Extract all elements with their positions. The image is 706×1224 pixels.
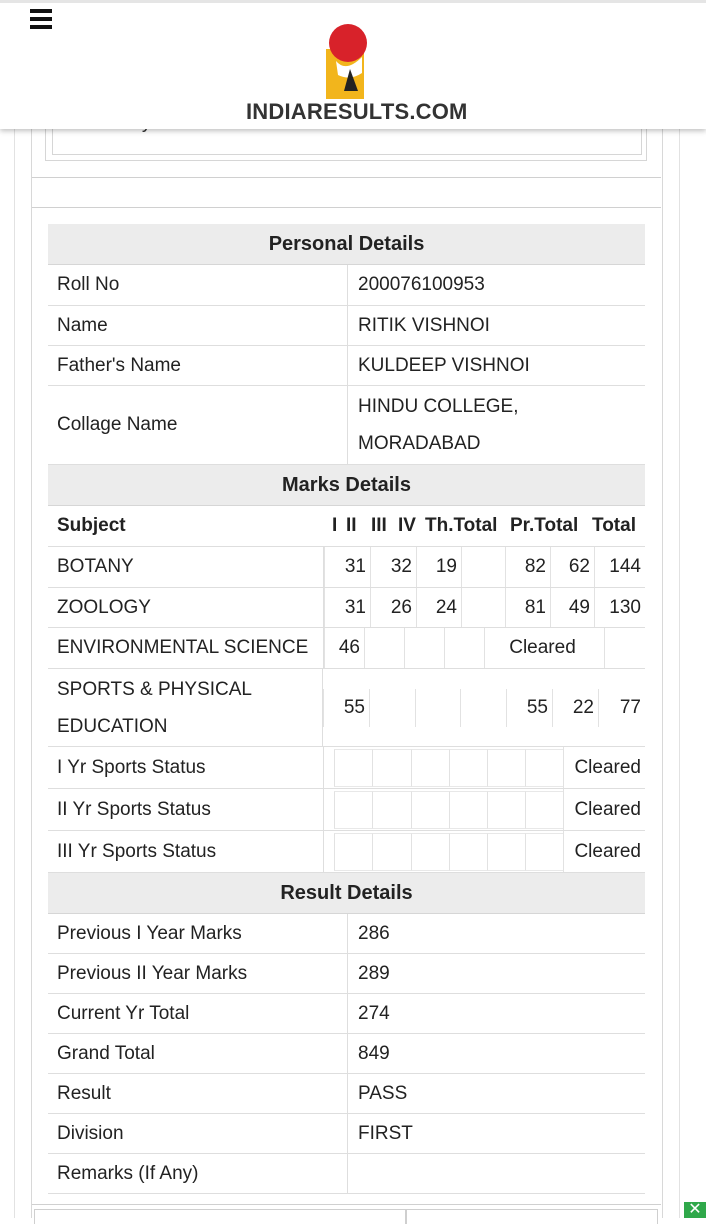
- marks-cell: 31: [324, 547, 370, 587]
- table-row: [48, 994, 645, 1034]
- marks-cell: [415, 689, 460, 727]
- result-label: Previous II Year Marks: [48, 954, 348, 993]
- table-row: [48, 346, 645, 386]
- father-name-label: Father's Name: [48, 346, 348, 385]
- table-row: [48, 914, 645, 954]
- table-row: [48, 831, 645, 873]
- name-label: Name: [48, 306, 348, 345]
- roll-no-label: Roll No: [48, 265, 348, 305]
- subject-line-2: EDUCATION: [57, 715, 168, 737]
- close-ad-icon[interactable]: ✕: [684, 1202, 706, 1218]
- col-subject: Subject: [57, 515, 126, 536]
- marks-cell: 46: [324, 628, 364, 668]
- college-name-line-2: MORADABAD: [358, 433, 481, 454]
- roll-no-value: 200076100953: [358, 274, 485, 295]
- table-row: [48, 1114, 645, 1154]
- marks-cell: [460, 689, 506, 727]
- marks-cell: 55: [506, 689, 552, 727]
- name-value: RITIK VISHNOI: [358, 314, 490, 336]
- table-row: [48, 628, 645, 669]
- col-pr-total: Pr.Total: [510, 515, 579, 536]
- marks-cell: [461, 547, 505, 587]
- subject-zoology: ZOOLOGY: [48, 588, 324, 627]
- sports-status-label: II Yr Sports Status: [48, 789, 324, 830]
- marks-cell: 55: [323, 689, 369, 727]
- sports-status-label: III Yr Sports Status: [48, 831, 324, 872]
- marks-cell: Cleared: [484, 628, 604, 668]
- marks-cell: 31: [324, 588, 370, 627]
- marks-cell: 32: [370, 547, 416, 587]
- result-table: [48, 224, 645, 1194]
- table-row: [48, 1074, 645, 1114]
- site-header: [0, 0, 706, 129]
- marks-cell: 26: [370, 588, 416, 627]
- result-label: Division: [48, 1114, 348, 1153]
- subject-botany: BOTANY: [48, 547, 324, 587]
- subject-sports-physical-education: [48, 669, 323, 746]
- marks-cell: 62: [550, 547, 594, 587]
- father-name-value: KULDEEP VISHNOI: [358, 354, 530, 376]
- result-details-heading: Result Details: [48, 873, 645, 914]
- result-value: PASS: [358, 1082, 408, 1104]
- col-i: I: [332, 515, 338, 536]
- next-section-stub: [32, 1204, 661, 1219]
- result-label: Result: [48, 1074, 348, 1113]
- marks-cell: 19: [416, 547, 461, 587]
- marks-header-row: [48, 506, 645, 547]
- sports-status-label: I Yr Sports Status: [48, 747, 324, 788]
- table-row: [48, 669, 645, 747]
- marks-cell: 24: [416, 588, 461, 627]
- marks-cell: [461, 588, 505, 627]
- sports-status-value: Cleared: [563, 789, 645, 830]
- marks-cell: 144: [594, 547, 645, 587]
- result-value: 289: [358, 962, 390, 984]
- col-iv: IV: [398, 515, 416, 536]
- marks-cell: [604, 628, 645, 668]
- marks-cell: [444, 628, 484, 668]
- table-row: [48, 547, 645, 588]
- marks-cell: 130: [594, 588, 645, 627]
- indiaresults-logo-icon[interactable]: [322, 21, 370, 101]
- college-name-line-1: HINDU COLLEGE,: [358, 396, 519, 417]
- table-row: [48, 588, 645, 628]
- result-value: 286: [358, 922, 390, 944]
- result-value: FIRST: [358, 1122, 413, 1144]
- result-value: 274: [358, 1002, 390, 1024]
- marks-cell: 22: [552, 689, 598, 727]
- table-row: [48, 1154, 645, 1194]
- table-row: [48, 306, 645, 346]
- personal-details-heading: Personal Details: [48, 224, 645, 265]
- table-row: [48, 386, 645, 465]
- logo-wordmark[interactable]: INDIARESULTS.COM: [246, 99, 468, 124]
- marks-cell: [369, 689, 415, 727]
- table-row: [48, 954, 645, 994]
- marks-cell: 49: [550, 588, 594, 627]
- divider: [32, 177, 661, 178]
- marks-cell: 82: [505, 547, 550, 587]
- result-value: 849: [358, 1042, 390, 1064]
- college-name-label: Collage Name: [48, 386, 348, 464]
- marks-cell: 81: [505, 588, 550, 627]
- col-total: Total: [592, 515, 636, 536]
- subject-line-1: SPORTS & PHYSICAL: [57, 678, 252, 700]
- marks-cell: [404, 628, 444, 668]
- col-th-total: Th.Total: [425, 515, 498, 536]
- marks-cell: 77: [598, 689, 645, 727]
- col-iii: III: [371, 515, 387, 536]
- result-label: Current Yr Total: [48, 994, 348, 1033]
- result-value: [348, 1154, 645, 1193]
- table-row: [48, 747, 645, 789]
- sports-status-value: Cleared: [563, 831, 645, 872]
- table-row: [48, 265, 645, 306]
- marks-details-heading: Marks Details: [48, 465, 645, 506]
- sports-status-value: Cleared: [563, 747, 645, 788]
- result-label: Grand Total: [48, 1034, 348, 1073]
- col-ii: II: [346, 515, 357, 536]
- divider: [32, 207, 661, 208]
- college-name-value: [348, 386, 645, 464]
- marks-cell: [364, 628, 404, 668]
- table-row: [48, 789, 645, 831]
- subject-environmental-science: ENVIRONMENTAL SCIENCE: [48, 628, 324, 668]
- table-row: [48, 1034, 645, 1074]
- result-label: Remarks (If Any): [48, 1154, 348, 1193]
- result-label: Previous I Year Marks: [48, 914, 348, 953]
- hamburger-menu-icon[interactable]: [30, 9, 52, 29]
